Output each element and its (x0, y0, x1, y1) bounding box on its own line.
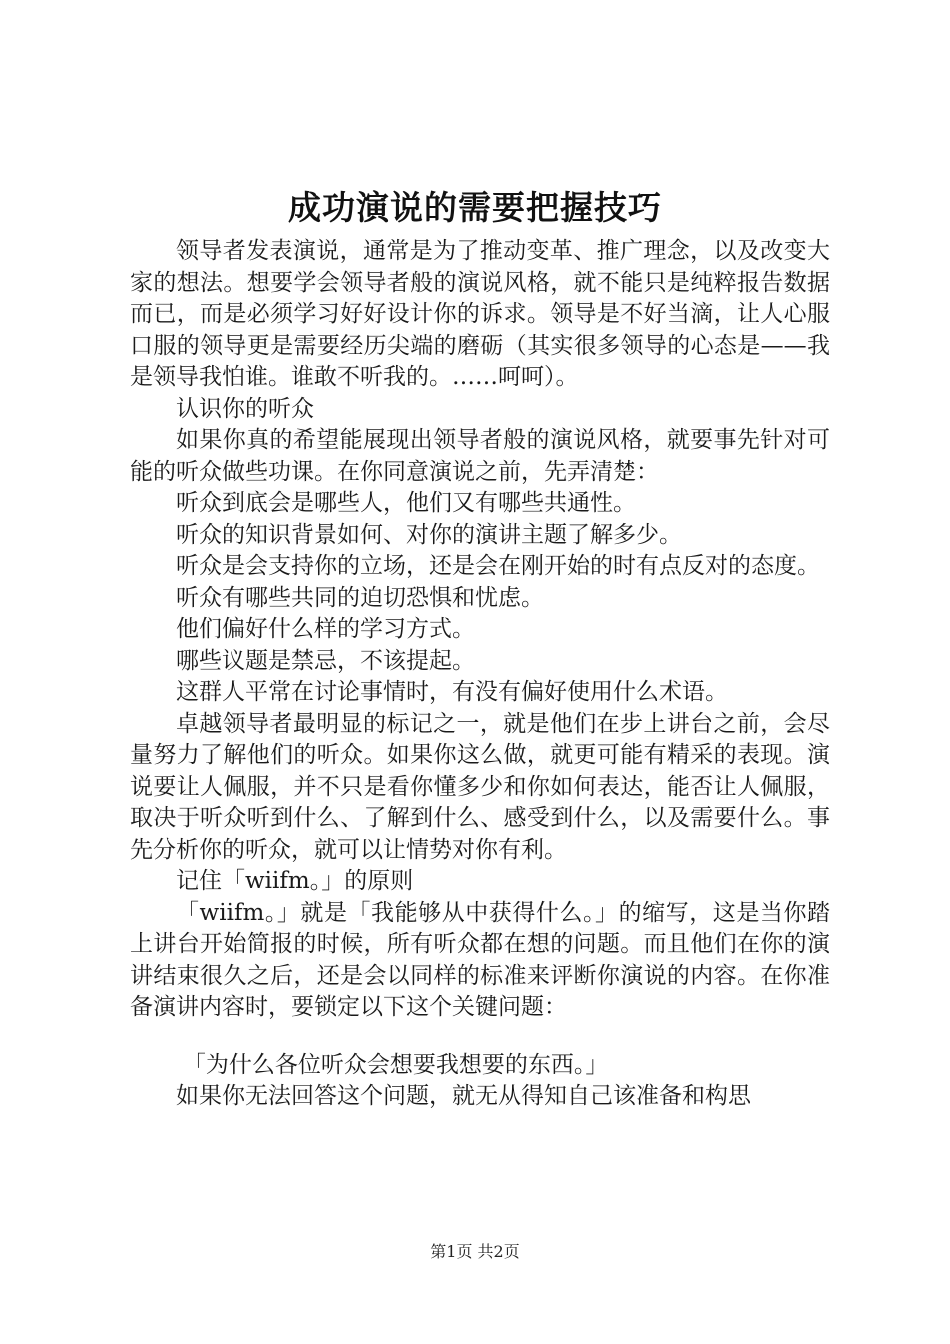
document-body (130, 236, 830, 1113)
list-item: 听众到底会是哪些人，他们又有哪些共通性。 (176, 490, 636, 516)
list-item: 听众是会支持你的立场，还是会在刚开始的时有点反对的态度。 (176, 553, 820, 579)
section-heading-know-audience: 认识你的听众 (176, 395, 314, 422)
document-title: 成功演说的需要把握技巧 (288, 188, 662, 227)
paragraph-prepare: 如果你真的希望能展现出领导者般的演说风格，就要事先针对可能的听众做些功课。在你同意演说之前，先弄清楚： (130, 427, 830, 485)
paragraph-continued: 如果你无法回答这个问题，就无从得知自己该准备和构思 (176, 1083, 751, 1109)
paragraph-wiifm: 「wiifm。」就是「我能够从中获得什么。」的缩写，这是当你踏上讲台开始简报的时候，所有听众都在想的问题。而且他们在你的演讲结束很久之后，还是会以同样的标准来评断你演说的内容。在你准备演讲内容时，要锁定以下这个关键问题： (130, 899, 830, 1020)
key-question-quote: 「为什么各位听众会想要我想要的东西。」 (182, 1051, 609, 1078)
list-item: 这群人平常在讨论事情时，有没有偏好使用什么术语。 (176, 679, 728, 705)
paragraph-leaders: 卓越领导者最明显的标记之一，就是他们在步上讲台之前，会尽量努力了解他们的听众。如果你这么做，就更可能有精采的表现。演说要让人佩服，并不只是看你懂多少和你如何表达，能否让人佩服，取决于听众听到什么、了解到什么、感受到什么，以及需要什么。事先分析你的听众，就可以让情势对你有利。 (130, 710, 830, 863)
list-item: 听众的知识背景如何、对你的演讲主题了解多少。 (176, 521, 682, 548)
list-item: 听众有哪些共同的迫切恐惧和忧虑。 (176, 584, 544, 611)
paragraph-intro: 领导者发表演说，通常是为了推动变革、推广理念，以及改变大家的想法。想要学会领导者般的演说风格，就不能只是纯粹报告数据而已，而是必须学习好好设计你的诉求。领导是不好当滴，让人心服口服的领导更是需要经历尖端的磨砺（其实很多领导的心态是——我是领导我怕谁。谁敢不听我的。……呵呵）。 (130, 238, 830, 390)
list-item: 哪些议题是禁忌，不该提起。 (176, 647, 475, 674)
page-number-footer: 第1页 共2页 (430, 1242, 520, 1261)
list-item: 他们偏好什么样的学习方式。 (176, 616, 475, 642)
section-heading-wiifm: 记住「wiifm。」的原则 (176, 868, 414, 894)
